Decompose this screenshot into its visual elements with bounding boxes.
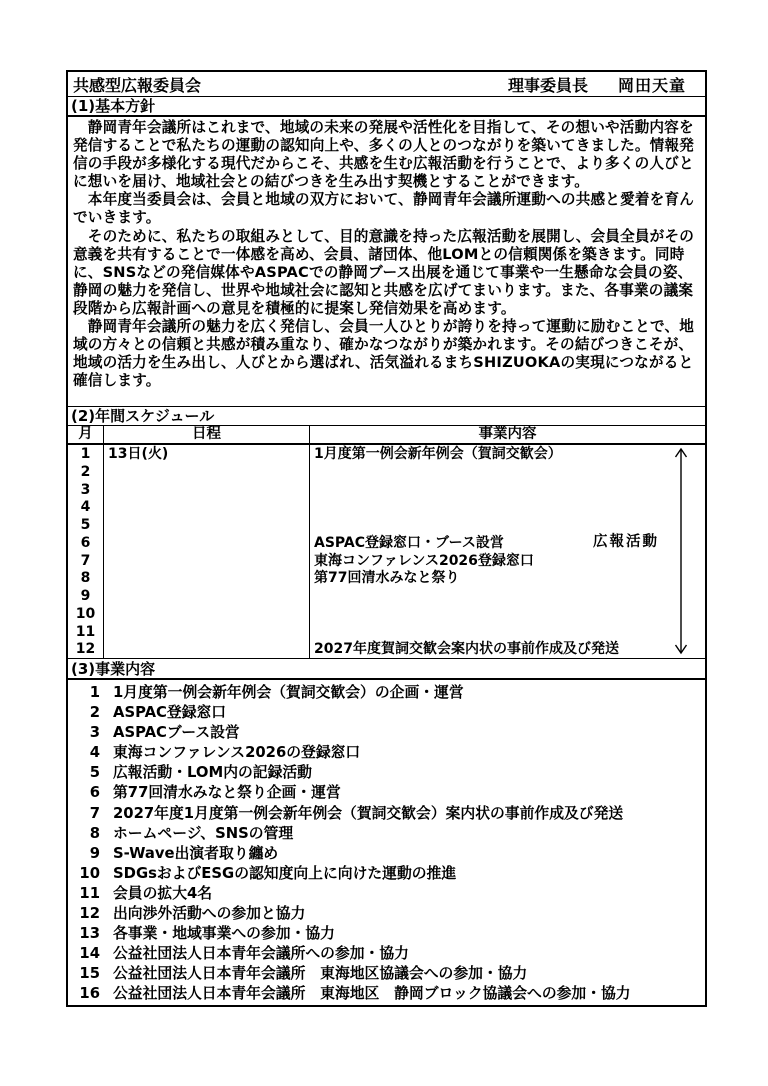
year-span-arrow-icon [673,447,689,655]
schedule-date: 13日(火) [108,446,169,462]
list-item [68,703,705,723]
section-heading-basic-policy: (1)基本方針 [68,97,705,117]
basic-policy-text [68,117,705,407]
month-label: 1 [80,446,91,462]
schedule-date [104,535,309,553]
policy-paragraph: 本年度当委員会は、会員と地域の双方において、静岡青年会議所運動への共感と愛着を育んでいきます。 [73,191,695,227]
item-text: S-Wave出演者取り纏め [113,844,279,862]
list-item [68,984,705,1004]
schedule-date [104,499,309,517]
item-number: 14 [79,945,100,963]
schedule-event [310,499,705,517]
schedule-event: ASPAC登録窓口・ブース設営 [314,534,504,551]
month-label: 7 [80,552,91,569]
item-number: 13 [79,925,100,943]
schedule-date [104,588,309,606]
item-number: 9 [89,844,100,862]
schedule-content-column [310,445,705,659]
schedule-event [310,624,705,642]
item-text: 公益社団法人日本青年会議所 東海地区協議会への参加・協力 [113,965,528,983]
item-text: ホームページ、SNSの管理 [113,824,294,842]
officer-block [508,73,700,96]
month-label: 4 [80,499,91,516]
month-label: 3 [80,481,91,498]
schedule-table-header [68,426,705,445]
list-item [68,763,705,783]
list-item [68,884,705,904]
column-header-content: 事業内容 [478,426,537,442]
month-label: 9 [80,588,91,604]
item-text: 2027年度1月度第一例会新年例会（賀詞交歓会）案内状の事前作成及び発送 [113,804,624,822]
list-item [68,824,705,844]
schedule-event: 1月度第一例会新年例会（賀詞交歓会） [314,446,562,462]
schedule-event: 第77回清水みなと祭り [314,570,460,587]
schedule-date [104,482,309,500]
schedule-date [104,570,309,588]
chair-role: 理事委員長 [507,75,588,95]
chair-name: 岡田天童 [617,75,686,95]
month-label: 8 [80,570,91,587]
document-title-row [68,72,705,97]
list-item [68,683,705,703]
item-number: 15 [79,965,100,983]
item-text: ASPACブース設営 [113,724,240,742]
business-item-list [68,680,705,1005]
policy-paragraph: そのために、私たちの取組みとして、目的意識を持った広報活動を展開し、会員全員がその意義を共有することで一体感を高め、会員、諸団体、他LOMとの信頼関係を築きます。同時に、SNSなどの発信媒体やASPACでの静岡ブース出展を通じて事業や一生懸命な会員の姿、静岡の魅力を発信し、世界や地域社会に認知と共感を広げてまいります。また、各事業の議案段階から広報計画への意見を積極的に提案し発信効果を高めます。 [73,227,695,317]
list-item [68,924,705,944]
committee-name: 共感型広報委員会 [73,75,202,95]
policy-paragraph: 静岡青年会議所の魅力を広く発信し、会員一人ひとりが誇りを持って運動に励むことで、地域の方々との信頼と共感が積み重なり、確かなつながりが築かれます。その結びつきこそが、地域の活力を生み出し、人びとから選ばれ、活気溢れるまちSHIZUOKAの実現につながると確信します。 [73,318,695,390]
item-number: 7 [89,804,100,822]
item-text: 各事業・地域事業への参加・協力 [113,925,335,943]
schedule-date [104,641,309,659]
item-text: 公益社団法人日本青年会議所 東海地区 静岡ブロック協議会への参加・協力 [113,985,631,1003]
committee-plan-document [66,70,707,1007]
list-item [68,844,705,864]
month-label: 6 [80,534,91,551]
item-number: 12 [79,905,100,923]
item-number: 11 [79,884,100,902]
column-header-date: 日程 [104,426,310,443]
item-text: SDGsおよびESGの認知度向上に向けた運動の推進 [113,864,457,882]
month-label: 2 [80,463,91,480]
list-item [68,944,705,964]
list-item [68,804,705,824]
schedule-event: 2027年度賀詞交歓会案内状の事前作成及び発送 [314,641,619,658]
item-number: 2 [89,704,100,722]
schedule-date [104,464,309,482]
schedule-event [310,588,705,606]
section-heading-annual-schedule: (2)年間スケジュール [68,407,705,426]
item-number: 5 [89,764,100,782]
schedule-event [310,606,705,624]
list-item [68,904,705,924]
item-text: 1月度第一例会新年例会（賀詞交歓会）の企画・運営 [113,684,464,701]
item-number: 10 [79,864,100,882]
schedule-event: 東海コンファレンス2026登録窓口 [314,552,534,569]
month-label: 10 [75,605,96,622]
column-header-month: 月 [68,426,104,443]
item-text: 広報活動・LOM内の記録活動 [113,764,312,782]
list-item [68,964,705,984]
schedule-event [310,482,705,500]
item-text: 会員の拡大4名 [113,884,213,902]
schedule-table-body [68,445,705,659]
item-text: 東海コンファレンス2026の登録窓口 [113,744,361,762]
list-item [68,723,705,743]
item-number: 6 [89,784,100,802]
item-text: 公益社団法人日本青年会議所への参加・協力 [113,945,409,963]
schedule-date [104,606,309,624]
schedule-date-column [104,445,310,659]
list-item [68,864,705,884]
schedule-date [104,624,309,642]
item-text: 第77回清水みなと祭り企画・運営 [113,784,341,802]
month-label: 11 [75,623,96,640]
item-number: 4 [89,744,100,762]
item-text: 出向渉外活動への参加と協力 [113,905,306,923]
list-item [68,743,705,763]
month-label: 5 [80,517,91,533]
item-number: 3 [89,724,100,742]
month-label: 12 [75,641,96,658]
section-heading-business-content: (3)事業内容 [68,659,705,680]
item-number: 16 [79,985,100,1003]
policy-paragraph: 静岡青年会議所はこれまで、地域の未来の発展や活性化を目指して、その想いや活動内容を発信することで私たちの運動の認知向上や、多くの人とのつながりを築いてきました。情報発信の手段が多様化する現代だからこそ、共感を生む広報活動を行うことで、より多くの人びとに想いを届け、地域社会との結びつきを生み出す契機とすることができます。 [73,119,695,191]
schedule-month-column [68,445,104,659]
item-number: 1 [89,684,100,701]
list-item [68,783,705,803]
schedule-date [104,553,309,571]
schedule-event [310,517,705,535]
item-number: 8 [89,824,100,842]
item-text: ASPAC登録窓口 [113,704,227,722]
schedule-event [310,464,705,482]
pr-activity-annotation: 広報活動 [593,534,659,550]
schedule-date [104,517,309,535]
